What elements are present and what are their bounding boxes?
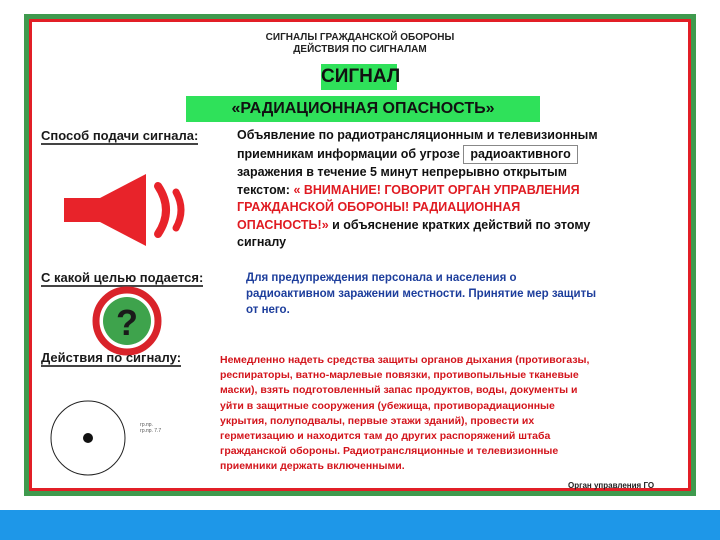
poster-green-frame xyxy=(24,14,696,496)
authority-note: Орган управления ГО xyxy=(568,481,655,490)
poster-header xyxy=(32,32,688,56)
actions-line: респираторы, ватно-марлевые повязки, противопыльные тканевые xyxy=(220,369,579,382)
boxed-word: радиоактивного xyxy=(463,145,577,165)
purpose-line-3: от него. xyxy=(246,304,290,316)
purpose-label: С какой целью подается: xyxy=(41,270,204,285)
signal-label: СИГНАЛ xyxy=(321,64,397,90)
speaker-icon xyxy=(62,170,202,250)
delivery-text xyxy=(237,127,697,252)
delivery-line-3: заражения в течение 5 минут непрерывно открытым xyxy=(237,165,567,179)
actions-line: гражданской обороны. Радиотрансляционные и телевизионные xyxy=(220,445,559,458)
header-line-1: СИГНАЛЫ ГРАЖДАНСКОЙ ОБОРОНЫ xyxy=(265,32,455,43)
purpose-line-1: Для предупреждения персонала и населения о xyxy=(246,272,517,284)
delivery-line-7: сигналу xyxy=(237,235,287,249)
actions-line: Немедленно надеть средства защиты органов дыхания (противогазы, xyxy=(220,354,590,366)
actions-line: укрытия, полуподвалы, первые этажи зданий), провести их xyxy=(220,414,535,427)
actions-label: Действия по сигналу: xyxy=(41,350,182,365)
purpose-line-2: радиоактивном заражении местности. Принятие мер защиты xyxy=(246,288,597,300)
delivery-line-5: ГРАЖДАНСКОЙ ОБОРОНЫ! РАДИАЦИОННАЯ xyxy=(237,200,521,214)
delivery-line-2: приемникам информации об угрозе радиоактивного xyxy=(237,145,697,165)
delivery-line-1: Объявление по радиотрансляционным и телевизионным xyxy=(237,128,598,142)
actions-line: герметизацию и находится там до других распоряжений штаба xyxy=(220,430,551,443)
actions-line: маски), взять подготовленный запас продуктов, воды, документы и xyxy=(220,384,578,397)
signal-name: «РАДИАЦИОННАЯ ОПАСНОСТЬ» xyxy=(186,96,540,122)
bottom-bar xyxy=(0,510,720,540)
purpose-text xyxy=(246,270,696,318)
delivery-line-6: ОПАСНОСТЬ!» и объяснение кратких действий по этому xyxy=(237,217,591,232)
delivery-label: Способ подачи сигнала: xyxy=(41,128,199,143)
delivery-line-4: текстом: « ВНИМАНИЕ! ГОВОРИТ ОРГАН УПРАВЛЕНИЯ xyxy=(237,182,580,197)
target-dot-icon xyxy=(48,398,128,478)
question-mark-icon xyxy=(92,286,162,356)
svg-text:?: ? xyxy=(116,302,138,343)
actions-text xyxy=(220,353,690,475)
dot-caption: гр.пр. гр.пр. 7.7 xyxy=(140,422,162,434)
actions-line: приемники держать включенными. xyxy=(220,460,405,473)
header-line-2: ДЕЙСТВИЯ ПО СИГНАЛАМ xyxy=(293,44,427,55)
poster-red-frame xyxy=(29,19,691,491)
poster-content xyxy=(32,22,688,488)
actions-line: уйти в защитные сооружения (убежища, противорадиационные xyxy=(220,399,555,412)
